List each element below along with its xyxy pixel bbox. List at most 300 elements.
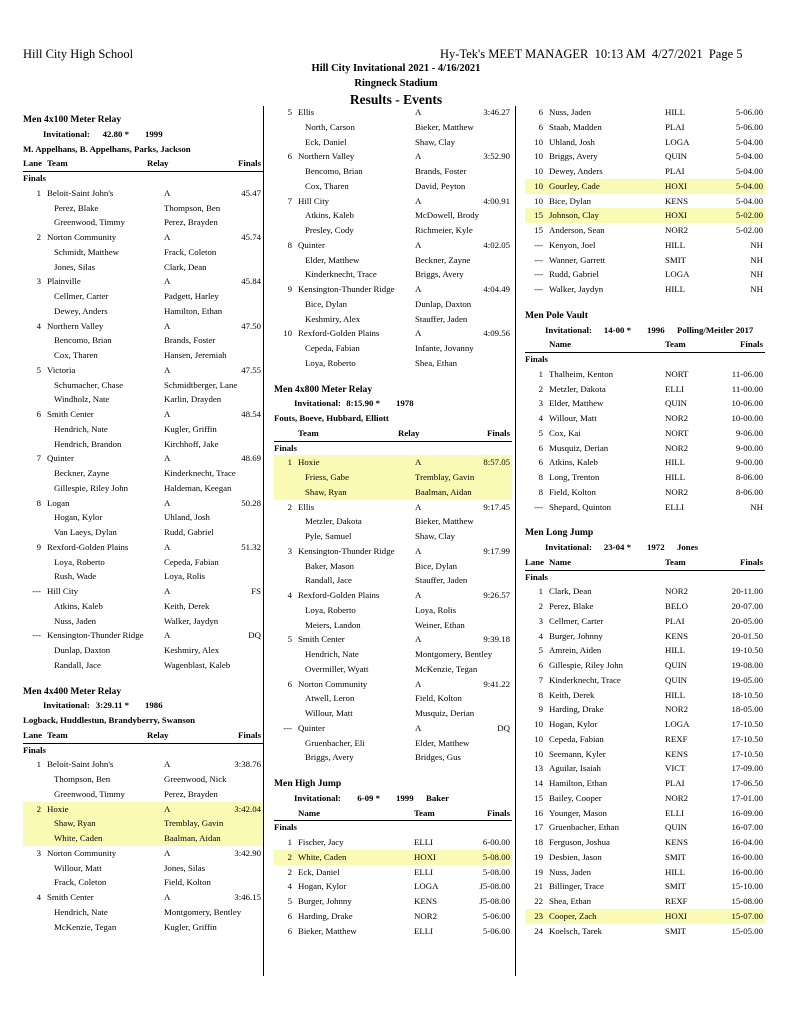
- finals-mark: 20-05.00: [731, 615, 763, 626]
- finals-mark: J5-08.00: [479, 896, 510, 906]
- athlete-team: ELLI: [665, 383, 685, 394]
- place: 4: [36, 892, 41, 902]
- athlete-team: REXF: [665, 733, 688, 744]
- record-mark: 23-04 *: [603, 542, 631, 552]
- record-holder: Jones: [677, 542, 699, 552]
- athlete-row: [525, 643, 765, 658]
- athlete-row: [525, 909, 765, 924]
- record-holders: [23, 142, 263, 157]
- athlete-team: PLAI: [665, 166, 685, 176]
- member-name: Bieker, Matthew: [415, 121, 474, 132]
- header-name: Name: [298, 807, 320, 818]
- relay-letter: A: [415, 195, 422, 206]
- member-name: Briggs, Avery: [415, 269, 464, 280]
- team-name: Quinter: [298, 239, 325, 250]
- athlete-team: ELLI: [665, 501, 685, 512]
- member-name: Bencomo, Brian: [305, 166, 363, 176]
- header-relay: Relay: [147, 729, 169, 740]
- relay-letter: A: [415, 107, 422, 117]
- relay-team-row: [274, 238, 512, 253]
- athlete-row: [525, 164, 765, 179]
- finals-mark: 45.84: [241, 276, 261, 287]
- athlete-name: Keith, Derek: [549, 689, 595, 700]
- member-name: Beckner, Zayne: [415, 254, 471, 265]
- record-label: Invitational:: [294, 792, 341, 803]
- section-label: [23, 171, 263, 186]
- place: ---: [32, 630, 41, 641]
- athlete-row: [525, 732, 765, 747]
- athlete-team: PLAI: [665, 778, 685, 788]
- finals-mark: 17-09.00: [731, 763, 763, 774]
- member-name: Cellmer, Carter: [54, 291, 109, 301]
- event-title-text: Men High Jump: [274, 778, 342, 789]
- finals-mark: 17-10.50: [731, 733, 763, 744]
- finals-mark: 16-07.00: [731, 822, 763, 833]
- finals-mark: DQ: [497, 722, 510, 733]
- place: 2: [36, 232, 41, 242]
- relay-team-row: [23, 363, 263, 378]
- athlete-name: Bieker, Matthew: [298, 925, 357, 936]
- finals-mark: 5-04.00: [735, 180, 763, 191]
- place: 17: [534, 822, 543, 833]
- team-name: Norton Community: [298, 678, 368, 689]
- athlete-team: HILL: [665, 457, 686, 468]
- athlete-row: [274, 894, 512, 909]
- member-name: Thompson, Ben: [54, 774, 111, 784]
- member-name: Rudd, Gabriel: [164, 527, 214, 537]
- team-name: Victoria: [47, 364, 76, 375]
- member-name: Perez, Blake: [54, 202, 99, 213]
- place: 6: [538, 457, 543, 468]
- finals-mark: 15-05.00: [731, 925, 763, 936]
- place: 7: [538, 674, 543, 685]
- record-line: [274, 791, 512, 806]
- place: 1: [36, 187, 41, 198]
- section-label-text: Finals: [274, 822, 297, 833]
- athlete-team: ELLI: [414, 837, 434, 847]
- record-year: 1999: [396, 792, 414, 803]
- place: 1: [538, 368, 543, 379]
- relay-letter: A: [415, 328, 422, 339]
- athlete-name: White, Caden: [298, 851, 347, 862]
- athlete-team: NOR2: [414, 910, 437, 921]
- relay-member-row: [274, 485, 512, 500]
- record-holders-text: Fouts, Boeve, Hubbard, Elliott: [274, 413, 389, 423]
- relay-letter: A: [164, 847, 171, 858]
- athlete-row: [525, 614, 765, 629]
- finals-mark: 8-06.00: [735, 472, 763, 482]
- record-holders: [23, 713, 263, 728]
- place: 9: [287, 284, 292, 294]
- place: 9: [36, 541, 41, 552]
- member-name: Clark, Dean: [164, 261, 207, 272]
- member-name: Atwell, Leron: [305, 693, 355, 704]
- header-team: Team: [47, 729, 68, 740]
- section-label-text: Finals: [525, 354, 548, 364]
- athlete-team: NORT: [665, 427, 689, 438]
- place: 14: [534, 778, 543, 788]
- athlete-team: NOR2: [665, 704, 688, 715]
- finals-mark: 5-04.00: [735, 136, 763, 147]
- athlete-row: [525, 599, 765, 614]
- athlete-name: Kinderknecht, Trace: [549, 674, 621, 685]
- section-label-text: Finals: [23, 744, 46, 755]
- athlete-team: REXF: [665, 896, 688, 906]
- place: 10: [534, 180, 543, 191]
- finals-mark: 9-00.00: [735, 457, 763, 468]
- header-team: Team: [298, 427, 319, 438]
- finals-mark: 3:46.27: [483, 107, 510, 117]
- member-name: Haldeman, Keegan: [164, 482, 232, 493]
- relay-member-row: [23, 348, 263, 363]
- relay-member-row: [274, 691, 512, 706]
- athlete-name: Hogan, Kylor: [549, 719, 598, 729]
- finals-mark: 4:09.56: [483, 328, 510, 339]
- results-title: Results - Events: [349, 92, 443, 107]
- athlete-team: KENS: [665, 630, 688, 641]
- team-name: Hill City: [298, 195, 330, 206]
- member-name: David, Peyton: [415, 180, 466, 191]
- relay-member-row: [274, 470, 512, 485]
- relay-member-row: [23, 215, 263, 230]
- athlete-team: KENS: [665, 748, 688, 759]
- athlete-row: [525, 455, 765, 470]
- record-line: [274, 396, 512, 411]
- athlete-row: [274, 924, 512, 939]
- relay-member-row: [274, 514, 512, 529]
- member-name: Bencomo, Brian: [54, 335, 112, 346]
- relay-letter: A: [164, 497, 171, 508]
- finals-mark: 20-01.50: [731, 630, 763, 641]
- athlete-row: [525, 584, 765, 599]
- relay-team-row: [23, 628, 263, 643]
- relay-team-row: [274, 105, 512, 120]
- athlete-team: ELLI: [414, 866, 434, 877]
- finals-mark: 5-08.00: [482, 851, 510, 862]
- finals-mark: 5-08.00: [482, 866, 510, 877]
- athlete-name: Long, Trenton: [549, 472, 600, 482]
- finals-mark: 3:46.15: [234, 892, 261, 902]
- member-name: Shea, Ethan: [415, 357, 458, 368]
- athlete-name: Briggs, Avery: [549, 151, 598, 162]
- record-mark: 8:15.90 *: [346, 398, 380, 409]
- athlete-row: [525, 208, 765, 223]
- finals-mark: 5-06.00: [482, 925, 510, 936]
- finals-mark: 17-10.50: [731, 748, 763, 759]
- place: 1: [287, 457, 292, 468]
- athlete-row: [525, 470, 765, 485]
- header-relay: Relay: [147, 158, 169, 169]
- relay-team-row: [274, 326, 512, 341]
- relay-member-row: [274, 603, 512, 618]
- record-line: [23, 698, 263, 713]
- member-name: Karlin, Drayden: [164, 394, 222, 405]
- member-name: Hansen, Jeremiah: [164, 350, 227, 360]
- relay-letter: A: [415, 501, 422, 512]
- place: 19: [534, 851, 543, 862]
- relay-member-row: [23, 875, 263, 890]
- member-name: North, Carson: [305, 121, 355, 132]
- athlete-name: Amrein, Aiden: [549, 645, 602, 656]
- place: 8: [36, 497, 41, 508]
- athlete-team: HILL: [665, 645, 686, 656]
- member-name: Greenwood, Nick: [164, 774, 227, 784]
- athlete-team: PLAI: [665, 615, 685, 626]
- relay-team-row: [274, 149, 512, 164]
- athlete-name: Shea, Ethan: [549, 896, 592, 906]
- header-team: Team: [665, 339, 686, 350]
- place: 8: [538, 486, 543, 497]
- athlete-team: NORT: [665, 368, 689, 379]
- team-name: Ellis: [298, 501, 315, 512]
- team-name: Kensington-Thunder Ridge: [298, 545, 395, 556]
- athlete-name: Willour, Matt: [549, 413, 597, 423]
- record-mark: 42.80 *: [102, 128, 129, 139]
- finals-mark: 3:42.90: [234, 847, 261, 858]
- relay-letter: A: [164, 630, 171, 641]
- place: 4: [36, 320, 41, 331]
- member-name: Atkins, Kaleb: [54, 600, 103, 611]
- place: 10: [283, 328, 292, 339]
- member-name: McKenzie, Tegan: [54, 921, 117, 932]
- relay-letter: A: [415, 284, 422, 294]
- relay-letter: A: [164, 453, 171, 464]
- record-holder: Polling/Meitler 2017: [677, 324, 754, 335]
- member-name: Willour, Matt: [305, 708, 353, 718]
- place: 2: [287, 851, 292, 862]
- team-name: Northern Valley: [47, 320, 104, 331]
- member-name: Brands, Foster: [415, 166, 467, 176]
- record-line: [23, 127, 263, 142]
- relay-member-row: [274, 135, 512, 150]
- athlete-team: HILL: [665, 107, 686, 117]
- event-title: [23, 684, 263, 699]
- relay-member-row: [274, 647, 512, 662]
- athlete-team: SMIT: [665, 851, 687, 862]
- team-name: Quinter: [298, 722, 325, 733]
- athlete-name: Desbien, Jason: [549, 851, 602, 862]
- team-name: Kensington-Thunder Ridge: [47, 630, 144, 641]
- place: 5: [538, 427, 543, 438]
- athlete-name: Anderson, Sean: [549, 225, 605, 235]
- place: 10: [534, 136, 543, 147]
- record-holders-text: Logback, Huddlestun, Brandyberry, Swanson: [23, 715, 196, 725]
- section-label: [274, 441, 512, 456]
- place: 1: [36, 759, 41, 770]
- athlete-name: Atkins, Kaleb: [549, 457, 598, 468]
- member-name: Meiers, Landon: [305, 619, 361, 630]
- place: 10: [534, 151, 543, 162]
- relay-member-row: [274, 297, 512, 312]
- athlete-team: NOR2: [665, 586, 688, 597]
- finals-mark: NH: [750, 239, 763, 250]
- athlete-name: Nuss, Jaden: [549, 866, 592, 877]
- athlete-row: [525, 806, 765, 821]
- finals-mark: 8-06.00: [735, 486, 763, 497]
- athlete-name: Ferguson, Joshua: [549, 837, 610, 847]
- place: 10: [534, 719, 543, 729]
- athlete-team: HILL: [665, 866, 686, 877]
- athlete-name: Cooper, Zach: [549, 910, 597, 921]
- athlete-row: [525, 105, 765, 120]
- team-name: Rexford-Golden Plains: [47, 541, 129, 552]
- place: 6: [538, 121, 543, 132]
- relay-member-row: [23, 201, 263, 216]
- athlete-row: [525, 835, 765, 850]
- record-holders: [274, 411, 512, 426]
- member-name: Cepeda, Fabian: [164, 556, 219, 567]
- member-name: Cox, Tharen: [305, 180, 349, 191]
- place: 22: [534, 896, 543, 906]
- athlete-row: [525, 865, 765, 880]
- place: 8: [287, 239, 292, 250]
- event-title-text: Men Long Jump: [525, 527, 594, 539]
- relay-member-row: [23, 643, 263, 658]
- place: 8: [538, 689, 543, 700]
- column-header: [525, 555, 765, 570]
- finals-mark: 16-09.00: [731, 807, 763, 818]
- record-holders-text: M. Appelhans, B. Appelhans, Parks, Jackson: [23, 143, 191, 154]
- place: 15: [534, 225, 543, 235]
- athlete-team: QUIN: [665, 660, 687, 670]
- finals-mark: 4:00.91: [483, 195, 510, 206]
- member-name: Metzler, Dakota: [305, 516, 362, 527]
- relay-team-row: [23, 802, 263, 817]
- athlete-team: QUIN: [665, 674, 687, 685]
- relay-member-row: [274, 618, 512, 633]
- athlete-row: [525, 658, 765, 673]
- section-label: [23, 743, 263, 758]
- header-finals: Finals: [238, 158, 261, 169]
- place: 18: [534, 837, 543, 847]
- member-name: Loya, Roberto: [305, 357, 356, 368]
- athlete-row: [274, 909, 512, 924]
- finals-mark: 48.69: [241, 453, 261, 464]
- team-name: Hill City: [47, 586, 79, 596]
- athlete-team: KENS: [665, 195, 688, 206]
- athlete-name: Harding, Drake: [298, 910, 353, 921]
- member-name: Infante, Jovanny: [415, 343, 474, 353]
- athlete-row: [525, 747, 765, 762]
- event-title: [525, 525, 765, 540]
- relay-team-row: [274, 721, 512, 736]
- relay-member-row: [23, 525, 263, 540]
- athlete-team: SMIT: [665, 881, 687, 892]
- team-name: Smith Center: [47, 892, 94, 902]
- team-name: Rexford-Golden Plains: [298, 328, 380, 339]
- member-name: Hendrich, Nate: [305, 649, 359, 659]
- place: 8: [538, 472, 543, 482]
- relay-member-row: [23, 816, 263, 831]
- place: 6: [538, 442, 543, 453]
- relay-letter: A: [164, 803, 171, 814]
- athlete-row: [525, 500, 765, 515]
- relay-member-row: [274, 312, 512, 327]
- athlete-name: Hogan, Kylor: [298, 881, 347, 892]
- athlete-row: [525, 223, 765, 238]
- relay-member-row: [274, 208, 512, 223]
- section-label-text: Finals: [23, 173, 46, 183]
- place: 4: [538, 413, 543, 423]
- member-name: Van Laeys, Dylan: [54, 527, 117, 537]
- finals-mark: 8:57.05: [483, 457, 510, 468]
- member-name: Cepeda, Fabian: [305, 343, 360, 353]
- member-name: Wagenblast, Kaleb: [164, 659, 231, 670]
- relay-member-row: [274, 164, 512, 179]
- athlete-name: Billinger, Trace: [549, 881, 604, 892]
- place: 4: [287, 881, 292, 892]
- member-name: Gillespie, Riley John: [54, 482, 129, 493]
- header-team: Team: [47, 158, 68, 169]
- member-name: Elder, Matthew: [305, 254, 360, 265]
- relay-team-row: [23, 407, 263, 422]
- athlete-team: QUIN: [665, 398, 687, 409]
- athlete-team: LOGA: [665, 136, 690, 147]
- member-name: Kinderknecht, Trace: [305, 269, 377, 280]
- athlete-row: [525, 820, 765, 835]
- relay-letter: A: [415, 239, 422, 250]
- athlete-team: LOGA: [665, 719, 690, 729]
- athlete-team: HILL: [665, 239, 686, 250]
- athlete-team: ELLI: [414, 925, 434, 936]
- place: 13: [534, 763, 543, 774]
- finals-mark: J5-08.00: [479, 881, 510, 892]
- relay-member-row: [274, 223, 512, 238]
- team-name: Plainville: [47, 276, 81, 287]
- header-finals: Finals: [740, 339, 763, 350]
- member-name: Bridges, Gus: [415, 752, 461, 763]
- place: 2: [538, 383, 543, 394]
- place: 9: [538, 704, 543, 715]
- member-name: Loya, Roberto: [305, 604, 356, 615]
- athlete-row: [525, 382, 765, 397]
- meet-title: Hill City Invitational 2021 - 4/16/2021: [311, 63, 481, 74]
- place: 3: [36, 847, 41, 858]
- record-year: 1972: [647, 542, 665, 552]
- member-name: Keith, Derek: [164, 600, 210, 611]
- relay-member-row: [23, 422, 263, 437]
- section-label-text: Finals: [525, 571, 548, 582]
- relay-member-row: [23, 245, 263, 260]
- event-title: [525, 308, 765, 323]
- athlete-name: Burger, Johnny: [298, 896, 352, 906]
- member-name: Baalman, Aidan: [415, 486, 472, 497]
- member-name: Frack, Coleton: [54, 877, 107, 888]
- member-name: Richmeier, Kyle: [415, 225, 473, 235]
- relay-member-row: [23, 466, 263, 481]
- finals-mark: 19-08.00: [731, 660, 763, 670]
- team-name: Beloit-Saint John's: [47, 759, 114, 770]
- member-name: Loya, Rolis: [415, 604, 457, 615]
- athlete-row: [525, 282, 765, 297]
- athlete-team: LOGA: [665, 269, 690, 280]
- relay-member-row: [274, 341, 512, 356]
- athlete-name: Clark, Dean: [549, 586, 592, 597]
- athlete-row: [525, 702, 765, 717]
- athlete-name: Harding, Drake: [549, 704, 604, 715]
- athlete-name: Johnson, Clay: [549, 210, 599, 221]
- column-header: [23, 156, 263, 171]
- place: 6: [538, 660, 543, 670]
- place: 10: [534, 166, 543, 176]
- athlete-row: [525, 179, 765, 194]
- place: 6: [538, 107, 543, 117]
- member-name: Hamilton, Ethan: [164, 305, 223, 316]
- athlete-team: SMIT: [665, 254, 687, 265]
- member-name: Tremblay, Gavin: [415, 472, 475, 482]
- finals-mark: 5-04.00: [735, 195, 763, 206]
- member-name: Schmidtberger, Lane: [164, 379, 238, 390]
